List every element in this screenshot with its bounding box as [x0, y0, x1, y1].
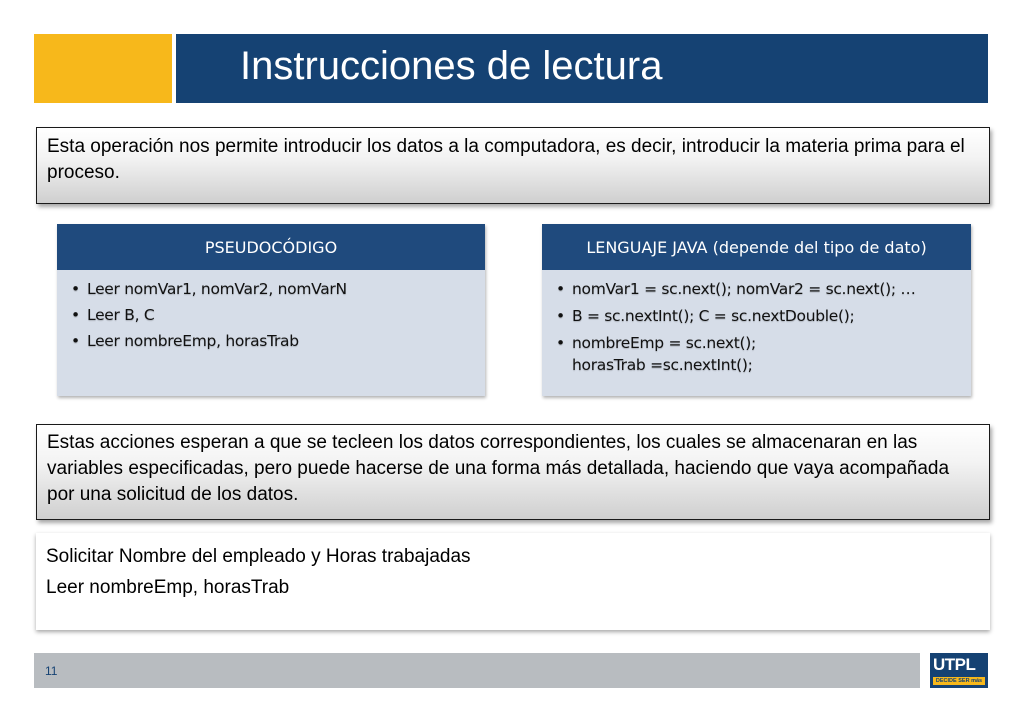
list-item: • Leer nombreEmp, horasTrab — [71, 330, 473, 352]
logo-text: UTPL — [933, 655, 976, 674]
footer-bar — [34, 653, 920, 688]
header-accent-block — [34, 34, 172, 103]
second-note-text: Estas acciones esperan a que se tecleen los datos correspondientes, los cuales se almacenaran en las variables especificadas, pero puede hacerse de una forma más detallada, haciendo que vaya acompañada por una solicitud de los datos. — [47, 432, 950, 505]
logo-tagline: DECIDE SER más — [933, 677, 985, 685]
list-item: • nomVar1 = sc.next(); nomVar2 = sc.next(); … — [556, 278, 959, 300]
title-bar — [176, 34, 988, 103]
intro-note-text: Esta operación nos permite introducir los datos a la computadora, es decir, introducir la materia prima para el proceso. — [47, 136, 965, 183]
list-item: • nombreEmp = sc.next(); horasTrab =sc.nextInt(); — [556, 332, 959, 376]
list-item: • Leer B, C — [71, 304, 473, 326]
example-line-2: Leer nombreEmp, horasTrab — [46, 577, 290, 598]
java-card-title: LENGUAJE JAVA (depende del tipo de dato) — [542, 224, 971, 270]
page-number: 11 — [45, 664, 58, 678]
utpl-logo — [930, 653, 988, 688]
pseudocode-card — [57, 224, 485, 396]
list-item: • Leer nomVar1, nomVar2, nomVarN — [71, 278, 473, 300]
pseudocode-list — [71, 278, 473, 352]
java-card — [542, 224, 971, 396]
intro-note — [36, 127, 990, 204]
pseudocode-card-body — [57, 270, 485, 396]
list-item: • B = sc.nextInt(); C = sc.nextDouble(); — [556, 305, 959, 327]
java-card-body — [542, 270, 971, 396]
example-box — [36, 533, 990, 630]
page-title: Instrucciones de lectura — [240, 44, 663, 88]
second-note — [36, 424, 990, 520]
example-line-1: Solicitar Nombre del empleado y Horas trabajadas — [46, 546, 471, 567]
pseudocode-card-title: PSEUDOCÓDIGO — [57, 224, 485, 270]
java-list — [556, 278, 959, 376]
